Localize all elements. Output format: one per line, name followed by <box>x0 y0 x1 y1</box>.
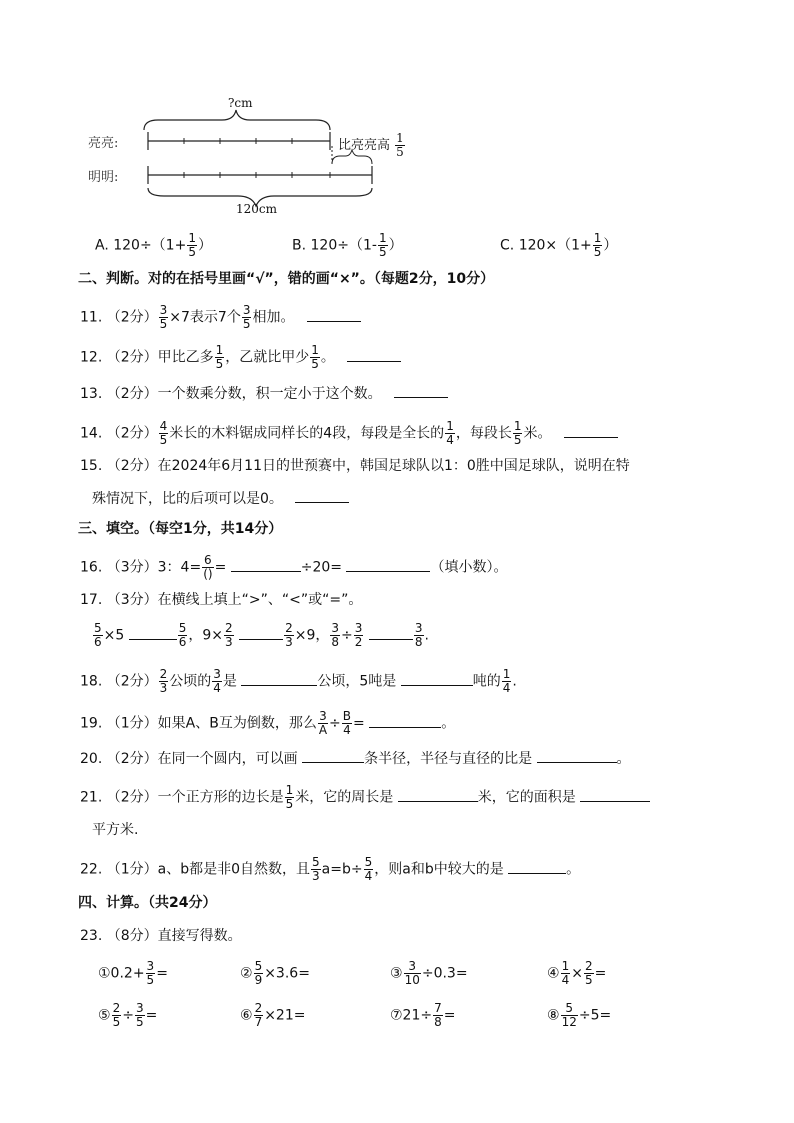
q16-blank-1[interactable] <box>231 557 301 572</box>
fraction-denominator: 8 <box>331 635 340 649</box>
q22-text-3: ，则a和b中较大的是 <box>374 861 504 878</box>
fraction-numerator: B <box>342 709 352 723</box>
fraction-denominator: 5 <box>396 145 404 159</box>
question-13 <box>80 383 448 404</box>
q12-fraction-1 <box>215 344 225 371</box>
fraction-denominator: 2 <box>354 635 363 649</box>
q15-text-1: 在2024年6月11日的世预赛中，韩国足球队以1：0胜中国足球队，说明在特 <box>157 458 630 474</box>
fraction-numerator: 2 <box>584 959 593 973</box>
question-17 <box>80 590 362 610</box>
q16-number: 16. <box>80 559 103 576</box>
q20-number: 20. <box>80 751 103 767</box>
fraction-numerator: 3 <box>331 621 340 635</box>
fraction-denominator: 4 <box>343 723 351 737</box>
calc-6-suffix: ×21= <box>264 1007 306 1024</box>
fraction-denominator: 5 <box>378 245 387 259</box>
q17-blank-2[interactable] <box>239 625 283 640</box>
fraction-denominator: 4 <box>446 433 454 447</box>
q17-blank-1[interactable] <box>129 625 177 640</box>
q15-answer-blank[interactable] <box>295 488 349 503</box>
q18-score: （2分） <box>106 673 158 690</box>
calc-3-fraction <box>404 960 421 987</box>
q14-text-1: 米长的木料锯成同样长的4段，每段是全长的 <box>169 425 445 442</box>
diagram-side-text <box>338 132 406 159</box>
q21-text-1: 一个正方形的边长是 <box>157 789 284 806</box>
calc-6-fraction <box>254 1002 264 1029</box>
q15-score: （2分） <box>106 458 158 474</box>
question-14 <box>80 420 618 447</box>
fraction-denominator: 8 <box>414 635 423 649</box>
question-23 <box>80 926 242 946</box>
diagram-row1-label: 亮亮: <box>88 136 119 151</box>
calc-1-fraction <box>146 960 156 987</box>
q15-text-2: 殊情况下，比的后项可以是0。 <box>92 491 283 507</box>
question-20 <box>80 748 631 769</box>
fraction-numerator: 4 <box>159 419 168 433</box>
q21-number: 21. <box>80 789 103 806</box>
calc-5-prefix: ⑤ <box>98 1007 111 1024</box>
calc-1-suffix: = <box>156 965 168 982</box>
q18-fraction-1 <box>159 668 169 695</box>
fraction-denominator: 9 <box>254 973 263 987</box>
q17-c-frac-3 <box>414 622 424 649</box>
q11-score: （2分） <box>106 309 158 326</box>
calc-4-fraction-2 <box>584 960 594 987</box>
fraction-denominator: 5 <box>159 317 168 331</box>
section-3-title: 三、填空。（每空1分，共14分） <box>78 521 283 537</box>
calc-1-prefix: ①0.2+ <box>98 965 145 982</box>
fraction-numerator: 1 <box>561 959 570 973</box>
fraction-numerator: 5 <box>364 855 373 869</box>
fraction-numerator: 5 <box>312 855 320 869</box>
fraction-numerator: 7 <box>434 1001 442 1015</box>
q17-b-text: ×9， <box>294 627 330 644</box>
fraction-denominator: 12 <box>561 1015 577 1029</box>
q13-score: （2分） <box>106 386 158 402</box>
q19-text-1: 如果A、B互为倒数，那么 <box>157 715 317 732</box>
q18-blank-1[interactable] <box>241 671 317 686</box>
fraction-numerator: 5 <box>178 621 187 635</box>
choice-c[interactable] <box>500 232 617 259</box>
fraction-numerator: 3 <box>146 959 155 973</box>
q18-number: 18. <box>80 673 103 690</box>
calc-2-fraction <box>254 960 264 987</box>
calc-item-3 <box>390 960 468 987</box>
fraction-denominator: () <box>203 567 213 581</box>
q20-text-1: 在同一个圆内，可以画 <box>157 751 298 767</box>
fraction-numerator: 5 <box>94 621 102 635</box>
calc-4-op: × <box>571 965 583 982</box>
q13-answer-blank[interactable] <box>394 383 448 398</box>
calc-3-suffix: ÷0.3= <box>421 965 468 982</box>
fraction-numerator: 6 <box>204 553 212 567</box>
fraction-numerator: 1 <box>188 231 196 245</box>
q22-text-2: a=b÷ <box>321 861 363 878</box>
q17-a-text-2: ，9× <box>188 627 224 644</box>
fraction-numerator: 1 <box>311 343 319 357</box>
q21-blank-2[interactable] <box>580 787 650 802</box>
question-19 <box>80 710 455 737</box>
choice-a-fraction <box>187 232 197 259</box>
fraction-denominator: A <box>318 723 328 737</box>
fraction-numerator: 1 <box>396 131 404 145</box>
q12-text-1: 甲比乙多 <box>157 349 214 366</box>
q12-text-3: 。 <box>320 349 335 366</box>
calc-7-prefix: ⑦21÷ <box>390 1007 433 1024</box>
fraction-numerator: 2 <box>159 667 168 681</box>
choice-c-prefix: C. <box>500 237 515 254</box>
q20-blank-1[interactable] <box>302 748 364 763</box>
fraction-numerator: 1 <box>593 231 602 245</box>
choice-a-prefix: A. <box>95 237 109 254</box>
q12-text-2: ，乙就比甲少 <box>225 349 310 366</box>
q23-text-1: 直接写得数。 <box>157 928 242 944</box>
q22-text-4: 。 <box>566 861 581 878</box>
q21-text-4: 平方米. <box>92 822 139 838</box>
q23-score: （8分） <box>106 928 158 944</box>
q17-score: （3分） <box>106 592 158 608</box>
fraction-denominator: 5 <box>242 317 251 331</box>
fraction-numerator: 2 <box>112 1001 121 1015</box>
choice-c-expr: 120×（1+ <box>518 237 592 254</box>
fraction-numerator: 3 <box>242 303 251 317</box>
calc-7-suffix: = <box>443 1007 456 1024</box>
fraction-numerator: 1 <box>285 783 294 797</box>
diagram-side-label: 比亮亮高 <box>338 138 391 153</box>
fraction-denominator: 5 <box>146 973 155 987</box>
choice-b-prefix: B. <box>292 237 307 254</box>
q11-fraction-1 <box>159 304 169 331</box>
q21-fraction <box>285 784 295 811</box>
q16-fraction <box>202 554 213 581</box>
q22-score: （1分） <box>106 861 158 878</box>
question-21 <box>80 784 650 811</box>
calc-item-2 <box>240 960 310 987</box>
section-2-title: 二、判断。对的在括号里画“√”，错的画“×”。（每题2分，10分） <box>78 271 495 287</box>
fraction-denominator: 5 <box>513 433 522 447</box>
q22-fraction-1 <box>311 856 321 883</box>
fraction-denominator: 5 <box>215 357 224 371</box>
q18-text-3: 公顷，5吨是 <box>317 673 397 690</box>
q19-text-3: = <box>353 715 365 732</box>
q17-c-text-1: ÷ <box>341 627 353 644</box>
calc-item-5 <box>98 1002 157 1029</box>
calc-3-prefix: ③ <box>390 965 403 982</box>
q20-blank-2[interactable] <box>537 748 617 763</box>
choice-a[interactable] <box>95 232 212 259</box>
fraction-numerator: 5 <box>254 959 263 973</box>
q17-a-frac-1 <box>93 622 103 649</box>
q17-c-frac-1 <box>330 622 340 649</box>
fraction-denominator: 4 <box>502 681 511 695</box>
q18-blank-2[interactable] <box>401 671 473 686</box>
calc-4-suffix: = <box>594 965 607 982</box>
q11-text-1: ×7表示7个 <box>169 309 241 326</box>
q21-score: （2分） <box>106 789 158 806</box>
q17-b-frac-1 <box>224 622 234 649</box>
fraction-denominator: 5 <box>285 797 294 811</box>
fraction-denominator: 7 <box>254 1015 263 1029</box>
fraction-numerator: 3 <box>213 667 221 681</box>
fraction-numerator: 1 <box>215 343 224 357</box>
q21-text-2: 米，它的周长是 <box>295 789 394 806</box>
fraction-numerator: 1 <box>378 231 387 245</box>
q19-text-4: 。 <box>441 715 456 732</box>
fraction-numerator: 3 <box>135 1001 144 1015</box>
q11-answer-blank[interactable] <box>307 307 361 322</box>
fraction-denominator: 5 <box>135 1015 144 1029</box>
fraction-denominator: 4 <box>364 869 373 883</box>
fraction-denominator: 3 <box>312 869 320 883</box>
choice-b-expr: 120÷（1- <box>310 237 377 254</box>
calc-5-suffix: = <box>145 1007 158 1024</box>
q17-number: 17. <box>80 592 103 608</box>
q14-fraction-3 <box>513 420 523 447</box>
fraction-numerator: 2 <box>254 1001 263 1015</box>
q19-fraction-1 <box>318 710 328 737</box>
fraction-denominator: 3 <box>225 635 233 649</box>
q14-score: （2分） <box>106 425 158 442</box>
question-15 <box>80 456 630 476</box>
question-12 <box>80 344 401 371</box>
calc-2-suffix: ×3.6= <box>264 965 310 982</box>
calc-item-4 <box>547 960 606 987</box>
q18-fraction-3 <box>502 668 512 695</box>
calc-6-prefix: ⑥ <box>240 1007 253 1024</box>
q16-text-1: 3：4= <box>157 559 202 576</box>
bar-diagram <box>88 98 418 218</box>
calc-item-7 <box>390 1002 455 1029</box>
diagram-row2-label: 明明: <box>88 170 119 185</box>
q12-score: （2分） <box>106 349 158 366</box>
q23-number: 23. <box>80 928 103 944</box>
fraction-numerator: 1 <box>513 419 522 433</box>
fraction-numerator: 3 <box>319 709 327 723</box>
calc-8-prefix: ⑧ <box>547 1007 560 1024</box>
fraction-denominator: 5 <box>112 1015 121 1029</box>
q19-text-2: ÷ <box>329 715 341 732</box>
fraction-numerator: 3 <box>408 959 417 973</box>
q22-fraction-2 <box>364 856 374 883</box>
fraction-denominator: 3 <box>159 681 168 695</box>
fraction-denominator: 4 <box>561 973 570 987</box>
calc-2-prefix: ② <box>240 965 253 982</box>
fraction-numerator: 1 <box>446 419 454 433</box>
q18-fraction-2 <box>212 668 222 695</box>
fraction-numerator: 5 <box>565 1001 574 1015</box>
q17-c-text-2: . <box>424 627 429 644</box>
q20-text-3: 。 <box>616 751 631 767</box>
q12-number: 12. <box>80 349 103 366</box>
q14-answer-blank[interactable] <box>564 423 618 438</box>
fraction-numerator: 1 <box>502 667 511 681</box>
q11-text-2: 相加。 <box>252 309 295 326</box>
fraction-denominator: 5 <box>584 973 593 987</box>
fraction-numerator: 3 <box>354 621 363 635</box>
fraction-denominator: 5 <box>311 357 319 371</box>
choice-a-expr: 120÷（1+ <box>113 237 187 254</box>
calc-5-op: ÷ <box>122 1007 134 1024</box>
q15-number: 15. <box>80 458 103 474</box>
q12-answer-blank[interactable] <box>347 347 401 362</box>
fraction-denominator: 6 <box>178 635 187 649</box>
calc-5-fraction-1 <box>112 1002 122 1029</box>
fraction-denominator: 5 <box>159 433 168 447</box>
fraction-denominator: 8 <box>434 1015 442 1029</box>
fraction-numerator: 3 <box>414 621 423 635</box>
choice-b[interactable] <box>292 232 403 259</box>
fraction-denominator: 3 <box>285 635 293 649</box>
choice-c-fraction <box>593 232 603 259</box>
q20-score: （2分） <box>106 751 158 767</box>
q12-fraction-2 <box>310 344 320 371</box>
calc-8-suffix: ÷5= <box>578 1007 612 1024</box>
fraction-denominator: 6 <box>94 635 102 649</box>
q13-text-1: 一个数乘分数，积一定小于这个数。 <box>157 386 382 402</box>
calc-4-prefix: ④ <box>547 965 560 982</box>
q19-blank[interactable] <box>369 713 441 728</box>
question-17-items <box>92 622 429 649</box>
q18-text-5: . <box>512 673 517 690</box>
q22-number: 22. <box>80 861 103 878</box>
fraction-numerator: 3 <box>159 303 168 317</box>
question-22 <box>80 856 580 883</box>
fraction-denominator: 10 <box>404 973 420 987</box>
question-15-line-2 <box>92 488 349 509</box>
q18-text-1: 公顷的 <box>169 673 212 690</box>
q19-fraction-2 <box>342 710 352 737</box>
q16-text-3: ÷20= <box>300 559 343 576</box>
q18-text-2: 是 <box>222 673 237 690</box>
q18-text-4: 吨的 <box>472 673 501 690</box>
question-18 <box>80 668 517 695</box>
calc-item-1 <box>98 960 168 987</box>
q17-text-1: 在横线上填上“>”、“<”或“=”。 <box>157 592 363 608</box>
q14-fraction-2 <box>445 420 455 447</box>
choice-a-close: ） <box>197 237 212 254</box>
fraction-denominator: 5 <box>593 245 602 259</box>
q19-number: 19. <box>80 715 103 732</box>
diagram-side-fraction <box>395 132 405 159</box>
q17-b-frac-2 <box>284 622 294 649</box>
choice-b-fraction <box>378 232 388 259</box>
q22-blank[interactable] <box>508 859 566 874</box>
q14-text-3: 米。 <box>523 425 552 442</box>
q17-a-text-1: ×5 <box>103 627 125 644</box>
choice-c-close: ） <box>603 237 618 254</box>
q13-number: 13. <box>80 386 103 402</box>
fraction-denominator: 4 <box>213 681 221 695</box>
q17-c-frac-2 <box>354 622 364 649</box>
calc-4-fraction-1 <box>561 960 571 987</box>
fraction-denominator: 5 <box>188 245 196 259</box>
calc-7-fraction <box>433 1002 443 1029</box>
question-11 <box>80 304 361 331</box>
calc-item-6 <box>240 1002 305 1029</box>
diagram-bottom-label: 120cm <box>236 202 278 216</box>
q16-blank-2[interactable] <box>346 557 430 572</box>
q14-text-2: ，每段长 <box>455 425 512 442</box>
fraction-numerator: 2 <box>225 621 233 635</box>
choice-b-close: ） <box>388 237 403 254</box>
question-16 <box>80 554 507 581</box>
calc-5-fraction-2 <box>135 1002 145 1029</box>
q16-text-4: （填小数）。 <box>430 559 508 576</box>
q11-fraction-2 <box>242 304 252 331</box>
question-21-line-2 <box>92 820 138 840</box>
section-4-title: 四、计算。（共24分） <box>78 895 217 911</box>
fraction-numerator: 2 <box>285 621 293 635</box>
q11-number: 11. <box>80 309 103 326</box>
q16-score: （3分） <box>106 559 158 576</box>
q14-number: 14. <box>80 425 103 442</box>
q20-text-2: 条半径，半径与直径的比是 <box>364 751 533 767</box>
q17-blank-3[interactable] <box>369 625 413 640</box>
q17-a-frac-2 <box>178 622 188 649</box>
q14-fraction-1 <box>159 420 169 447</box>
q21-blank-1[interactable] <box>398 787 478 802</box>
diagram-top-label: ?cm <box>228 96 253 110</box>
q19-score: （1分） <box>106 715 158 732</box>
calc-8-fraction <box>561 1002 578 1029</box>
q22-text-1: a、b都是非0自然数，且 <box>157 861 311 878</box>
calc-item-8 <box>547 1002 611 1029</box>
q16-text-2: = <box>214 559 227 576</box>
q21-text-3: 米，它的面积是 <box>477 789 576 806</box>
